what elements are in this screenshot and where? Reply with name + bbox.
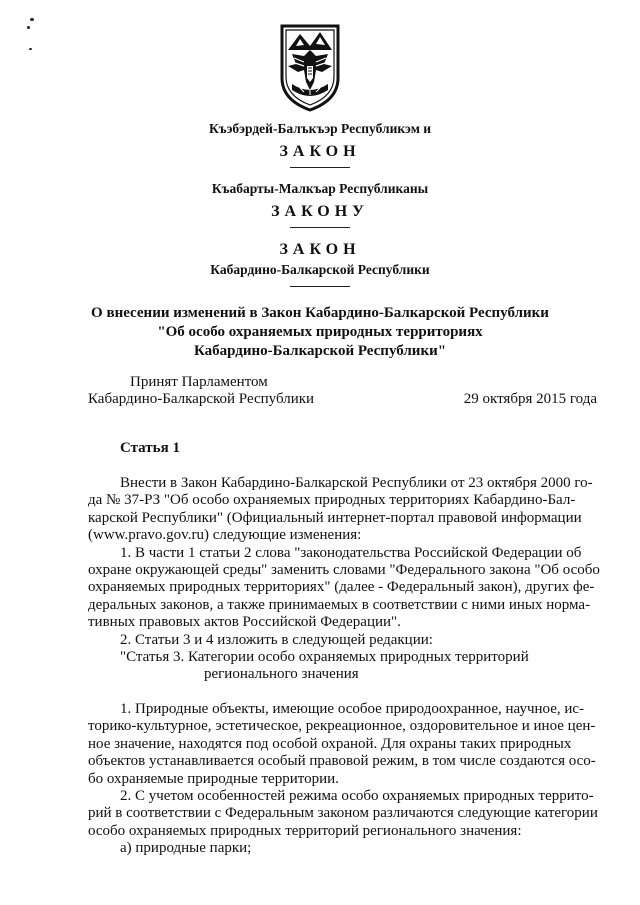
body-line: да № 37-РЗ "Об особо охраняемых природных территориях Кабардино-Бал-	[88, 492, 576, 509]
body-line: охраняемых природных территориях" (далее - Федеральный закон), других фе-	[88, 579, 595, 596]
scan-speck	[27, 26, 30, 29]
body-line: ное значение, находятся под особой охраной. Для охраны таких природных	[88, 735, 572, 752]
adopted-by-republic: Кабардино-Балкарской Республики	[88, 391, 315, 407]
divider	[290, 286, 350, 287]
paragraph-gap	[88, 684, 600, 701]
scan-speck	[30, 18, 34, 21]
body-line: Внести в Закон Кабардино-Балкарской Республики от 23 октября 2000 го-	[120, 475, 593, 491]
body-line: бо охраняемые природные территории.	[88, 770, 339, 787]
body-line: 2. С учетом особенностей режима особо охраняемых природных террито-	[120, 787, 594, 804]
body-line: 2. Статьи 3 и 4 изложить в следующей редакции:	[120, 631, 433, 648]
body-line: карской Республики" (Официальный интернет-портал правовой информации	[88, 509, 582, 526]
divider	[290, 227, 350, 228]
article-body	[88, 475, 600, 858]
header-kabardian-word: ЗАКОН	[279, 143, 361, 160]
article-heading: Статья 1	[120, 440, 180, 456]
body-line: тивных правовых актов Российской Федерации".	[88, 614, 401, 631]
header-balkar-word: ЗАКОНУ	[271, 203, 369, 220]
header-balkar-republic: Къабарты-Малкъар Республиканы	[211, 181, 429, 196]
adopted-by: Принят Парламентом	[130, 374, 268, 390]
law-title-line-1: О внесении изменений в Закон Кабардино-Балкарской Республики	[91, 305, 549, 321]
body-line: "Статья 3. Категории особо охраняемых природных территорий	[120, 649, 529, 666]
header-russian-republic: Кабардино-Балкарской Республики	[210, 262, 430, 277]
body-line: охране окружающей среды" заменить словами "Федерального закона "Об особо	[88, 562, 600, 579]
body-line: 1. В части 1 статьи 2 слова "законодательства Российской Федерации об	[120, 544, 582, 561]
body-line: 1. Природные объекты, имеющие особое природоохранное, научное, ис-	[120, 700, 585, 717]
body-line: торико-культурное, эстетическое, рекреационное, оздоровительное и иное цен-	[88, 718, 596, 735]
header-russian-word: ЗАКОН	[279, 241, 361, 258]
body-line: деральных законов, а также принимаемых в соответствии с ними иных норма-	[88, 596, 591, 613]
coat-of-arms-emblem	[278, 20, 342, 112]
body-line: (www.pravo.gov.ru) следующие изменения:	[88, 527, 362, 544]
law-title-line-3: Кабардино-Балкарской Республики"	[193, 343, 447, 359]
scan-speck	[29, 48, 32, 50]
header-kabardian-republic: Къэбэрдей-Балъкъэр Республикэм и	[208, 121, 432, 136]
adoption-date: 29 октября 2015 года	[463, 391, 597, 407]
body-line: объектов устанавливается особый правовой режим, в том числе создаются осо-	[88, 753, 596, 770]
body-line: регионального значения	[204, 666, 359, 683]
body-line: особо охраняемых природных территорий регионального значения:	[88, 822, 522, 839]
body-line: рий в соответствии с Федеральным законом различаются следующие категории	[88, 805, 598, 822]
divider	[290, 167, 350, 168]
law-title-line-2: "Об особо охраняемых природных территориях	[157, 324, 483, 340]
body-line: а) природные парки;	[120, 840, 252, 857]
